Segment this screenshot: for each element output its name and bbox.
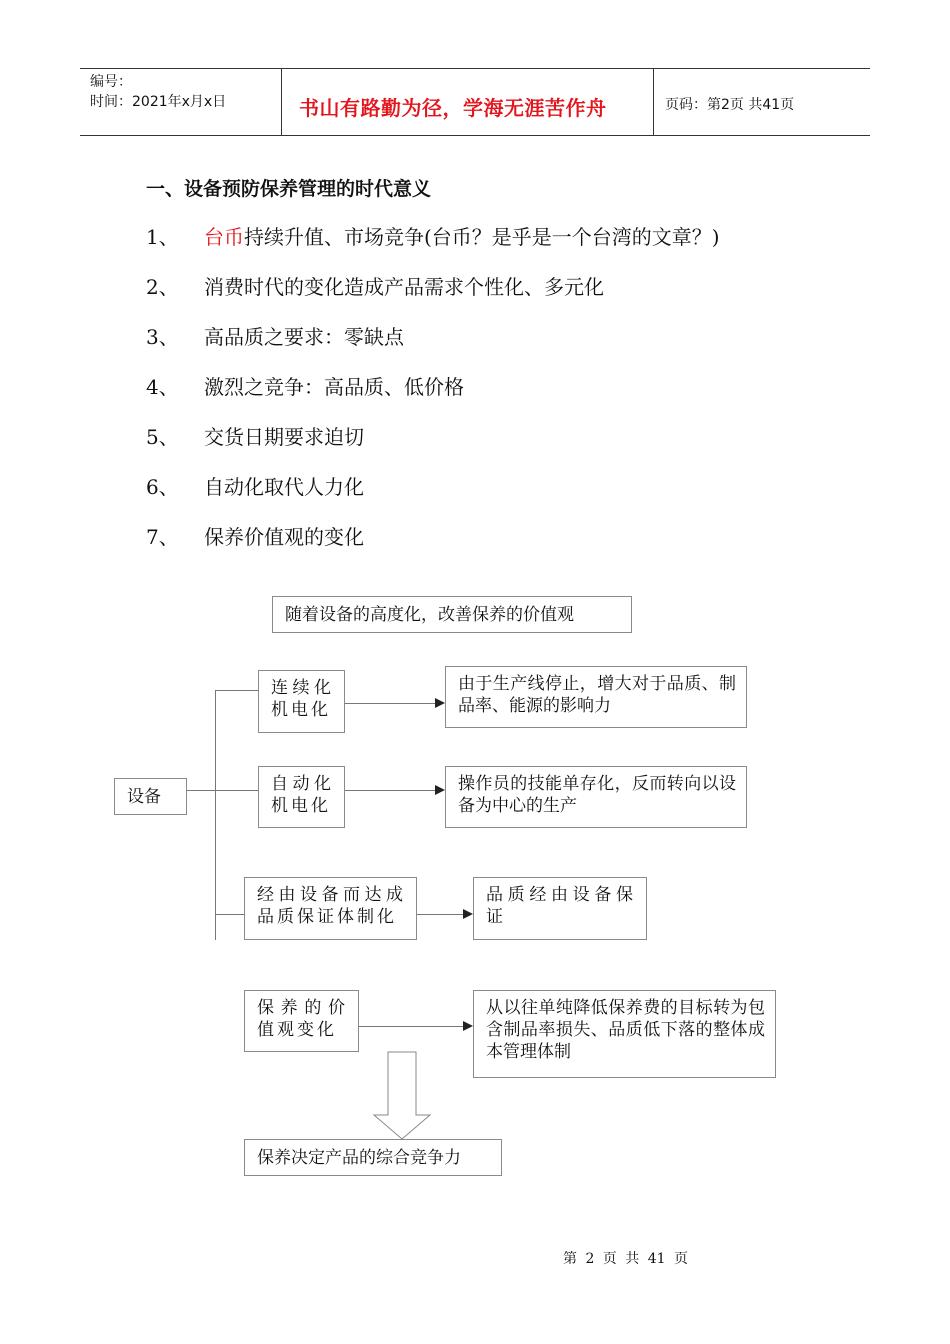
list-item-number: 7、 bbox=[146, 525, 179, 549]
connector-line bbox=[215, 914, 244, 915]
list-item-number: 6、 bbox=[146, 475, 179, 499]
header-divider-right bbox=[653, 68, 654, 136]
arrow-line bbox=[417, 914, 464, 915]
result-box-3: 品质经由设备保证 bbox=[473, 877, 647, 940]
list-item bbox=[146, 421, 846, 449]
result-box-2: 操作员的技能单存化，反而转向以设备为中心的生产 bbox=[445, 766, 747, 828]
branch-box-continuous: 连续化机电化 bbox=[258, 670, 345, 733]
arrow-line bbox=[345, 703, 436, 704]
highlighted-term: 台币 bbox=[204, 225, 244, 249]
arrow-head-icon bbox=[435, 698, 445, 708]
list-item-text: 持续升值、市场竞争(台币？是乎是一个台湾的文章？) bbox=[244, 225, 720, 249]
list-item-text: 消费时代的变化造成产品需求个性化、多元化 bbox=[204, 275, 604, 299]
list-item bbox=[146, 471, 846, 499]
header-divider-left bbox=[281, 68, 282, 136]
list-item bbox=[146, 221, 846, 249]
header-page-number: 页码：第2页 共41页 bbox=[665, 97, 795, 113]
list-item-text: 交货日期要求迫切 bbox=[204, 425, 364, 449]
branch-box-automation: 自动化机电化 bbox=[258, 766, 345, 828]
result-box-4: 从以往单纯降低保养费的目标转为包含制品率损失、品质低下落的整体成本管理体制 bbox=[473, 990, 776, 1078]
arrow-head-icon bbox=[435, 785, 445, 795]
list-item bbox=[146, 521, 846, 549]
connector-trunk bbox=[215, 690, 216, 940]
connector-line bbox=[215, 690, 259, 691]
arrow-head-icon bbox=[463, 1021, 473, 1031]
header-motto: 书山有路勤为径，学海无涯苦作舟 bbox=[299, 96, 607, 120]
list-item-number: 5、 bbox=[146, 425, 179, 449]
conclusion-box: 保养决定产品的综合竞争力 bbox=[244, 1139, 502, 1176]
list-item bbox=[146, 371, 846, 399]
result-box-1: 由于生产线停止，增大对于品质、制品率、能源的影响力 bbox=[445, 666, 747, 728]
list-item bbox=[146, 271, 846, 299]
diagram-top-box: 随着设备的高度化，改善保养的价值观 bbox=[272, 596, 632, 633]
arrow-head-icon bbox=[463, 909, 473, 919]
list-item-number: 2、 bbox=[146, 275, 179, 299]
header-bottom-border bbox=[80, 135, 870, 136]
doc-code-label: 编号： bbox=[90, 74, 132, 90]
list-item-text: 激烈之竞争：高品质、低价格 bbox=[204, 375, 464, 399]
header-top-border bbox=[80, 68, 870, 69]
list-item-number: 3、 bbox=[146, 325, 179, 349]
list-item bbox=[146, 321, 846, 349]
list-item-number: 1、 bbox=[146, 225, 179, 249]
list-item-text: 自动化取代人力化 bbox=[204, 475, 364, 499]
list-item-number: 4、 bbox=[146, 375, 179, 399]
page-footer: 第 2 页 共 41 页 bbox=[563, 1251, 688, 1267]
connector-line bbox=[187, 790, 259, 791]
list-item-text: 高品质之要求：零缺点 bbox=[204, 325, 404, 349]
branch-box-quality-assurance: 经由设备而达成品质保证体制化 bbox=[244, 877, 417, 940]
doc-time-label: 时间：2021年x月x日 bbox=[90, 94, 227, 110]
section-title: 一、设备预防保养管理的时代意义 bbox=[146, 178, 432, 200]
arrow-line bbox=[359, 1026, 464, 1027]
list-item-text: 保养价值观的变化 bbox=[204, 525, 364, 549]
branch-box-value-change: 保养的价值观变化 bbox=[244, 990, 359, 1052]
arrow-line bbox=[345, 790, 436, 791]
equipment-box: 设备 bbox=[114, 778, 187, 815]
down-arrow-icon bbox=[370, 1051, 434, 1141]
